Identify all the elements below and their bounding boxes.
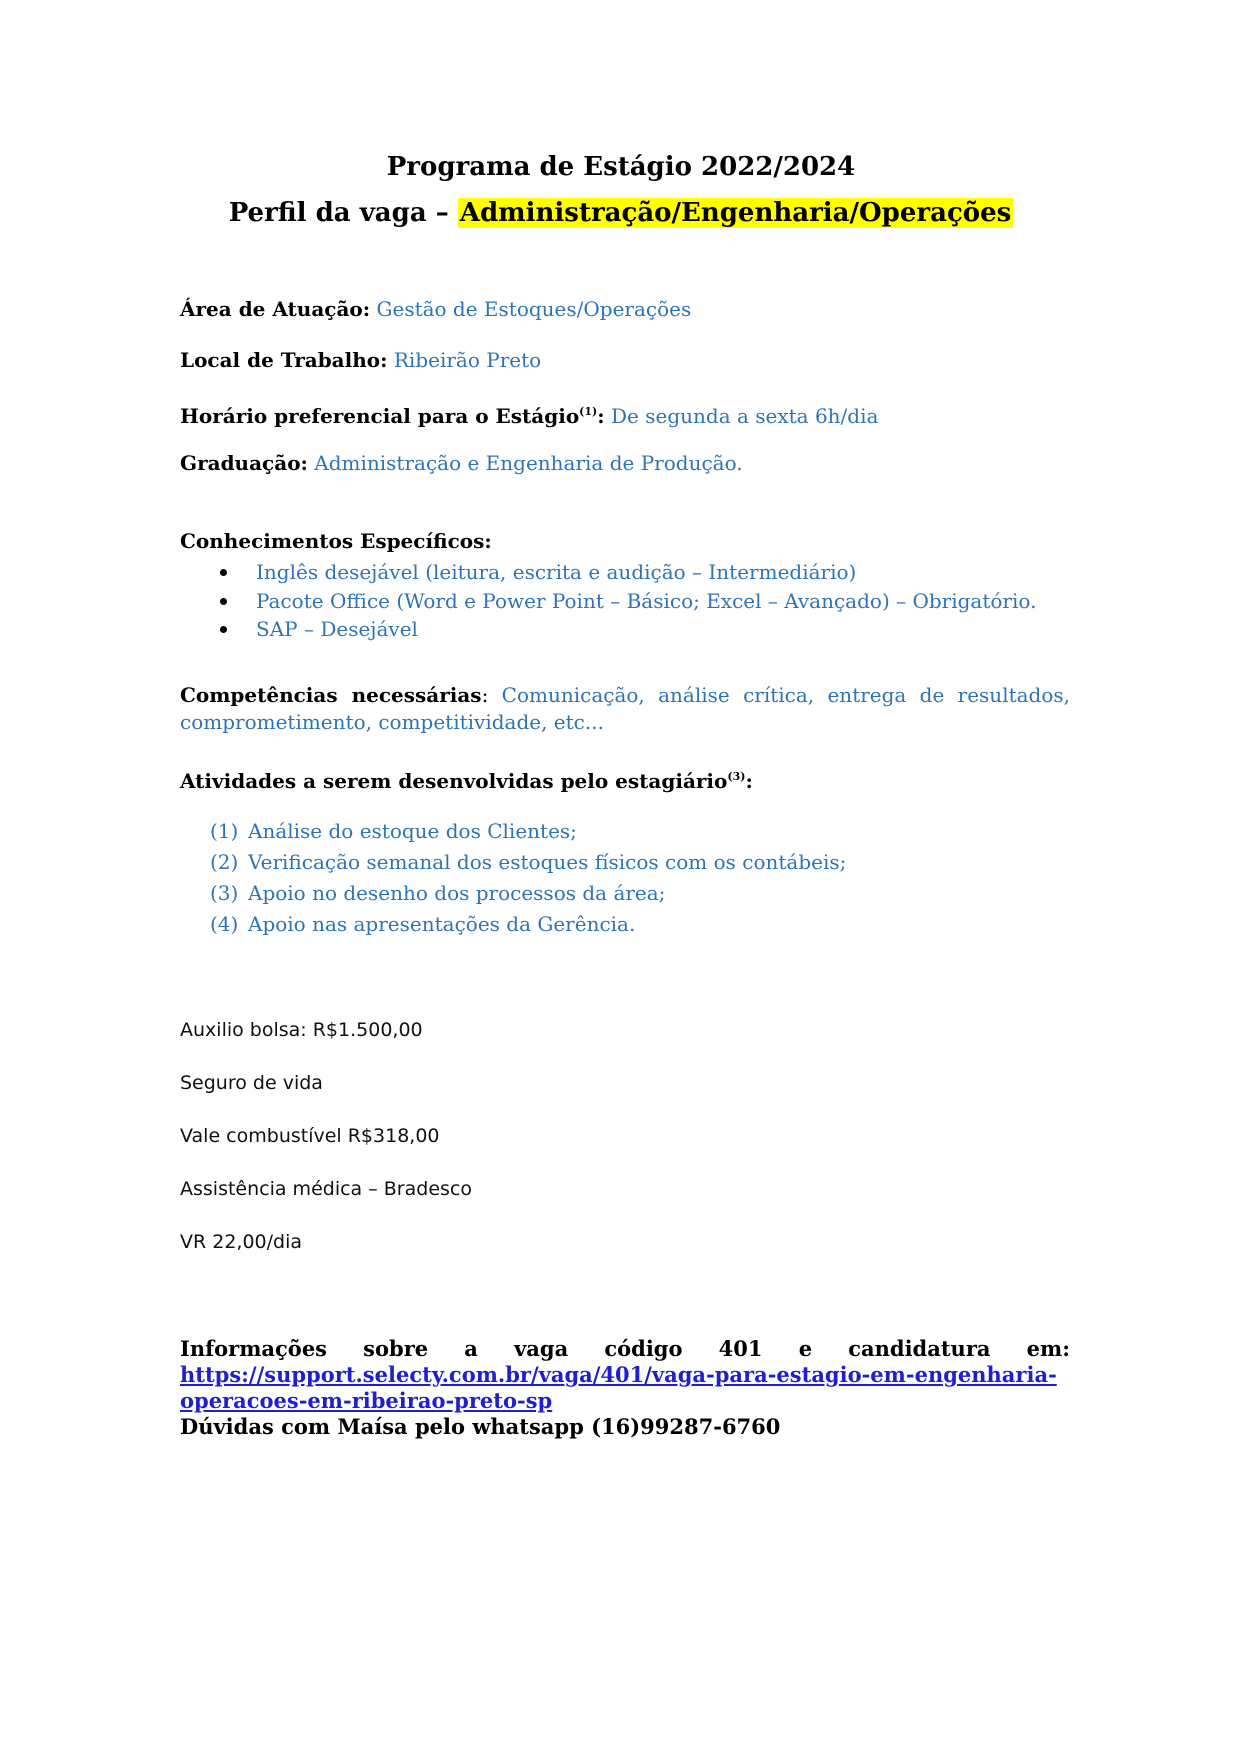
area-label: Área de Atuação: [180, 297, 371, 321]
horario-label: Horário preferencial para o Estágio [180, 404, 580, 428]
local-value: Ribeirão Preto [393, 348, 542, 372]
info-block [180, 1336, 1070, 1440]
list-item: (4) Apoio nas apresentações da Gerência. [210, 912, 636, 936]
beneficio-vr: VR 22,00/dia [180, 1231, 303, 1253]
beneficio-auxilio-bolsa: Auxilio bolsa: R$1.500,00 [180, 1019, 423, 1041]
graduacao-value: Administração e Engenharia de Produção. [314, 451, 743, 475]
bullet-icon [220, 569, 227, 576]
list-item: (3) Apoio no desenho dos processos da área; [210, 881, 666, 905]
horario-colon: : [597, 404, 605, 428]
atividades-heading: Atividades a serem desenvolvidas pelo estagiário$^{(3)}$: [180, 769, 753, 793]
list-item: (2) Verificação semanal dos estoques físicos com os contábeis; [210, 850, 847, 874]
competencias-label: Competências necessárias [180, 683, 482, 707]
beneficio-vale-combustivel: Vale combustível R$318,00 [180, 1125, 440, 1147]
atividades-footnote-ref: (3) [727, 770, 746, 783]
conhecimentos-list [180, 558, 1080, 644]
beneficio-assistencia-medica: Assistência médica – Bradesco [180, 1178, 472, 1200]
document-title: Programa de Estágio 2022/2024 [386, 152, 856, 182]
subtitle-prefix: Perfil da vaga – [228, 198, 458, 228]
competencias-line2: comprometimento, competitividade, etc... [180, 710, 604, 734]
horario-row [180, 398, 1070, 430]
info-text: Informações sobre a vaga código 401 e candidatura em: [180, 1336, 1070, 1361]
area-value: Gestão de Estoques/Operações [376, 297, 692, 321]
horario-footnote-ref: (1) [579, 405, 598, 418]
document-subtitle [0, 196, 1242, 230]
list-item: SAP – Desejável [180, 615, 1080, 644]
list-item: Pacote Office (Word e Power Point – Básico; Excel – Avançado) – Obrigatório. [180, 587, 1080, 616]
local-label: Local de Trabalho: [180, 348, 388, 372]
conhecimentos-heading: Conhecimentos Específicos: [180, 529, 492, 553]
subtitle-highlight: Administração/Engenharia/Operações [459, 198, 1012, 228]
beneficio-seguro-vida: Seguro de vida [180, 1072, 323, 1094]
bullet-icon [220, 598, 227, 605]
candidatura-link[interactable]: https://support.selecty.com.br/vaga/401/vaga-para-estagio-em-engenharia- operacoes-em-ribeirao-preto-sp [180, 1362, 1057, 1413]
graduacao-row [180, 449, 1070, 477]
graduacao-label: Graduação: [180, 451, 308, 475]
bullet-icon [220, 626, 227, 633]
competencias-value: Comunicação, análise crítica, entrega de resultados, [501, 683, 1071, 707]
atividades-list [180, 816, 1080, 940]
horario-value: De segunda a sexta 6h/dia [611, 404, 879, 428]
list-item: Inglês desejável (leitura, escrita e audição – Intermediário) [180, 558, 1080, 587]
local-trabalho-row [180, 346, 1070, 374]
list-item: (1) Análise do estoque dos Clientes; [210, 819, 577, 843]
area-atuacao-row [180, 295, 1070, 323]
contato-text: Dúvidas com Maísa pelo whatsapp (16)99287-6760 [180, 1414, 781, 1439]
competencias-line1: Competências necessárias: Comunicação, análise crítica, entrega de resultados, [180, 683, 1071, 707]
